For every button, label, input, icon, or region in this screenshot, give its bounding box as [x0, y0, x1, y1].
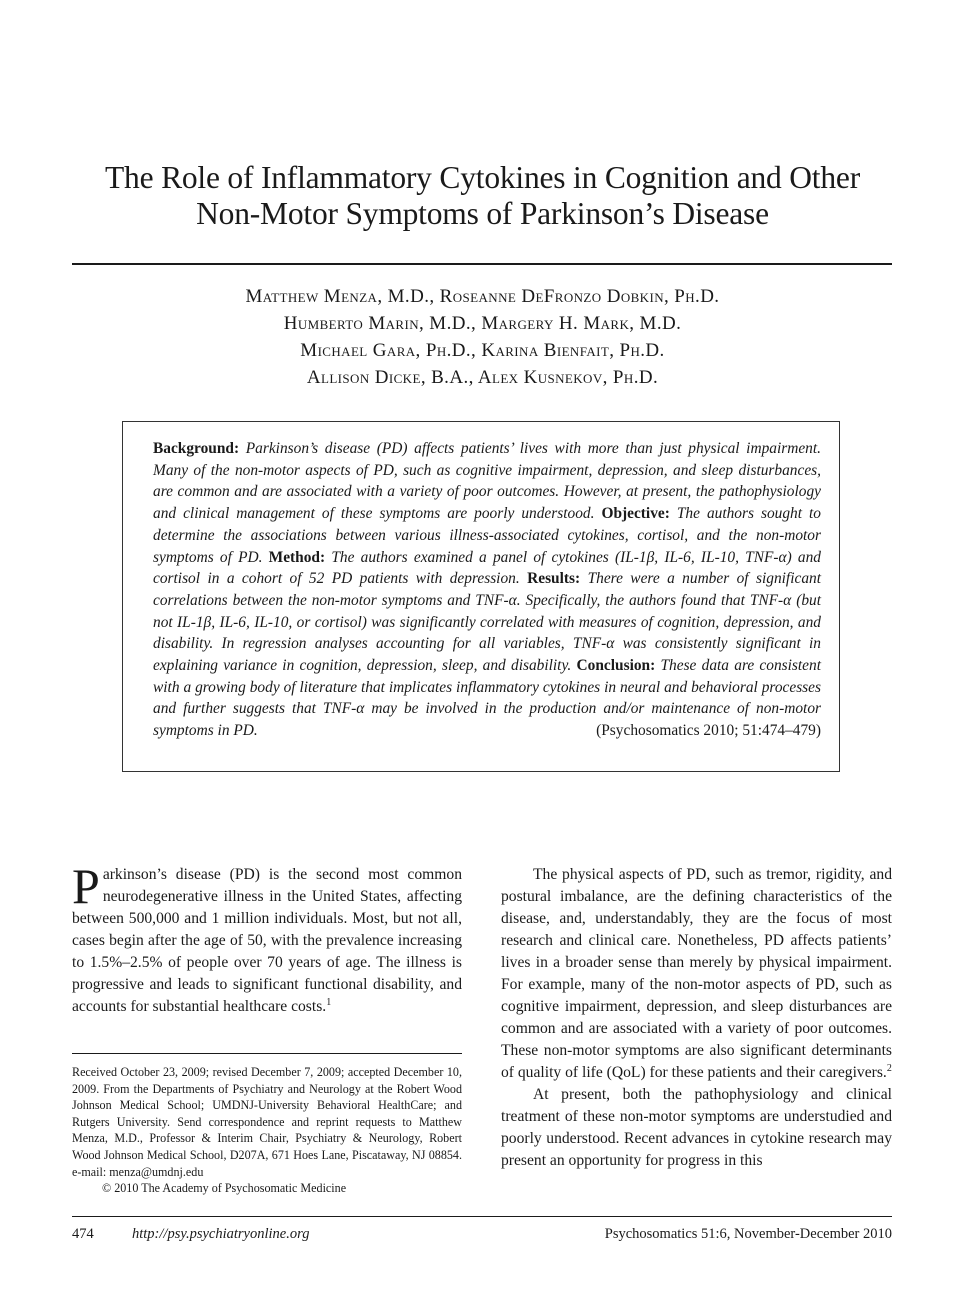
- author-line-1: Matthew Menza, M.D., Roseanne DeFronzo Dobkin, Ph.D.: [245, 286, 720, 307]
- abstract-conclusion-text: These data are consistent with a growing body of literature that implicates inflammatory cytokines in neural and behavioral processes and further suggests that TNF-α may be involved in the production and/or maintenance of non-motor symptoms in PD.: [153, 657, 821, 740]
- drop-cap: P: [72, 858, 100, 914]
- abstract-objective-label: Objective:: [601, 505, 670, 523]
- title-line-1: The Role of Inflammatory Cytokines in Cognition and Other: [105, 160, 860, 195]
- article-title: [40, 160, 925, 232]
- abstract-results-text: There were a number of significant correlations between the non-motor symptoms and TNF-α. Specifically, the authors found that TNF-α (but not IL-1β, IL-6, IL-10, or cortisol) was significantly correlated with measures of cognition, depression, and disability. In regression analyses accounting for all variables, TNF-α was consistently significant in explaining variance in cognition, depression, sleep, and disability.: [153, 570, 821, 675]
- abstract-results-label: Results:: [527, 570, 581, 588]
- intro-paragraph: [72, 858, 462, 1018]
- abstract-background-label: Background:: [153, 440, 240, 457]
- body-column-left: [72, 858, 462, 1018]
- title-line-2: Non-Motor Symptoms of Parkinson’s Disease: [196, 196, 769, 231]
- author-line-4: Allison Dicke, B.A., Alex Kusnekov, Ph.D.: [306, 367, 659, 388]
- body-paragraph-1-text: The physical aspects of PD, such as tremor, rigidity, and postural imbalance, are the defining characteristics of the disease, and, understandably, they are the focus of most research and clinical care. Nonetheless, PD affects patients’ lives in a broader sense than merely by physical impairment. For example, many of the non-motor aspects of PD, such as cognitive impairment, depression, and sleep disturbances are common and are associated with a variety of poor outcomes. These non-motor symptoms are also significant determinants of quality of life (QoL) for these patients and their caregivers.: [501, 866, 892, 1081]
- reference-marker: 1: [326, 996, 332, 1008]
- abstract-objective-text: The authors sought to determine the associations between various illness-associated cytokines, cortisol, and the non-motor symptoms of PD.: [153, 505, 822, 566]
- article-footnote: [72, 1064, 462, 1197]
- journal-url-link[interactable]: http://psy.psychiatryonline.org: [132, 1226, 310, 1242]
- abstract-method-label: Method:: [268, 548, 326, 566]
- body-column-right: [501, 864, 892, 1172]
- footnote-text: Received October 23, 2009; revised December 7, 2009; accepted December 10, 2009. From the Departments of Psychiatry and Neurology at the Robert Wood Johnson Medical School; UMDNJ-University Behavioral HealthCare; and Rutgers University. Send correspondence and reprint requests to Matthew Menza, M.D., Professor & Interim Chair, Psychiatry & Neurology, Robert Wood Johnson Medical School, D207A, 671 Hoes Lane, Piscataway, NJ 08854. e-mail: menza@umdnj.edu: [72, 1065, 462, 1179]
- abstract-conclusion-label: Conclusion:: [576, 657, 656, 675]
- intro-paragraph-text: arkinson’s disease (PD) is the second most common neurodegenerative illness in the United States, affecting between 500,000 and 1 million individuals. Most, but not all, cases begin after the age of 50, with the prevalence increasing to 1.5%–2.5% of people over 70 years of age. The illness is progressive and leads to significant functional disability, and accounts for substantial healthcare costs.: [72, 866, 462, 1015]
- abstract-citation: (Psychosomatics 2010; 51:474–479): [596, 722, 821, 740]
- author-list: [40, 283, 925, 391]
- abstract-method-text: The authors examined a panel of cytokines (IL-1β, IL-6, IL-10, TNF-α) and cortisol in a cohort of 52 PD patients with depression.: [153, 548, 821, 588]
- copyright-notice: © 2010 The Academy of Psychosomatic Medicine: [102, 1181, 347, 1196]
- page-number: 474: [72, 1226, 94, 1242]
- title-divider: [72, 263, 892, 265]
- footnote-divider: [72, 1053, 462, 1054]
- body-paragraph-1: [501, 864, 892, 1084]
- journal-issue: Psychosomatics 51:6, November-December 2010: [604, 1226, 892, 1242]
- author-line-2: Humberto Marin, M.D., Margery H. Mark, M.D.: [283, 313, 682, 334]
- footer-divider: [72, 1216, 892, 1217]
- reference-marker: 2: [886, 1062, 892, 1074]
- body-paragraph-2: At present, both the pathophysiology and clinical treatment of these non-motor symptoms are understudied and poorly understood. Recent advances in cytokine research may present an opportunity for progress in this: [501, 1086, 892, 1169]
- author-line-3: Michael Gara, Ph.D., Karina Bienfait, Ph.D.: [300, 340, 665, 361]
- abstract-background-text: Parkinson’s disease (PD) affects patients’ lives with more than just physical impairment. Many of the non-motor aspects of PD, such as cognitive impairment, depression, and sleep disturbances, are common and are associated with a variety of poor outcomes. However, at present, the pathophysiology and clinical management of these symptoms are poorly understood.: [153, 440, 821, 523]
- abstract-box: [122, 421, 840, 772]
